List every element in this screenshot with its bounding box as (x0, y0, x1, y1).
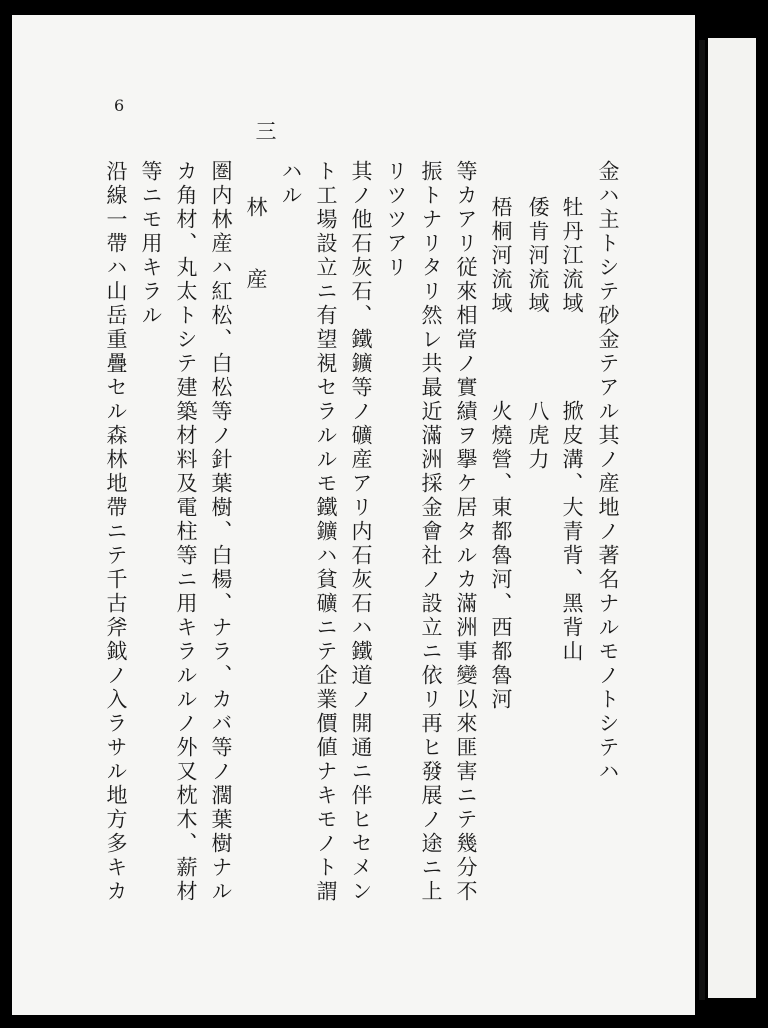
text-column-7: 振トナリタリ然レ共最近滿洲採金會社ノ設立ニ依リ再ヒ發展ノ途ニ上 (419, 160, 443, 904)
text-column-3: 倭肯河流域 (526, 196, 550, 316)
text-column-2-sub: 掀皮溝、大青背、黑背山 (560, 400, 584, 664)
text-column-13: カ角材、丸太トシテ建築材料及電柱等ニ用キラルルノ外又枕木、薪材 (174, 160, 198, 904)
text-column-11: ハル (279, 160, 303, 208)
text-column-6: 等カアリ従來相當ノ實績ヲ擧ケ居タルカ滿洲事變以來匪害ニテ幾分不 (454, 160, 478, 904)
page-number: 6 (114, 96, 125, 115)
text-column-10: ト工場設立ニ有望視セラルルモ鐵鑛ハ貧礦ニテ企業價値ナキモノト謂 (314, 160, 338, 904)
section-number: 三 (253, 120, 277, 144)
text-column-15: 沿線一帶ハ山岳重疊セル森林地帶ニテ千古斧鉞ノ入ラサル地方多キカ (104, 160, 128, 904)
text-column-12: 圏内林産ハ紅松、白松等ノ針葉樹、白楊、ナラ、カバ等ノ濶葉樹ナル (209, 160, 233, 904)
text-column-2: 牡丹江流域 (560, 196, 584, 316)
next-page-edge (708, 38, 756, 998)
text-column-5: 梧桐河流域 (489, 196, 513, 316)
section-title: 林 産 (244, 196, 268, 292)
text-column-9: 其ノ他石灰石、鐵鑛等ノ礦産アリ内石灰石ハ鐵道ノ開通ニ伴ヒセメン (349, 160, 373, 904)
text-column-5-sub: 火燒營、東都魯河、西都魯河 (489, 400, 513, 712)
text-column-1: 金ハ主トシテ砂金テアル其ノ産地ノ著名ナルモノトシテハ (596, 160, 620, 784)
text-column-4: 八虎力 (526, 400, 550, 472)
text-column-8: リツツアリ (384, 160, 408, 280)
text-column-14: 等ニモ用キラル (139, 160, 163, 328)
book-spine (699, 40, 705, 1000)
